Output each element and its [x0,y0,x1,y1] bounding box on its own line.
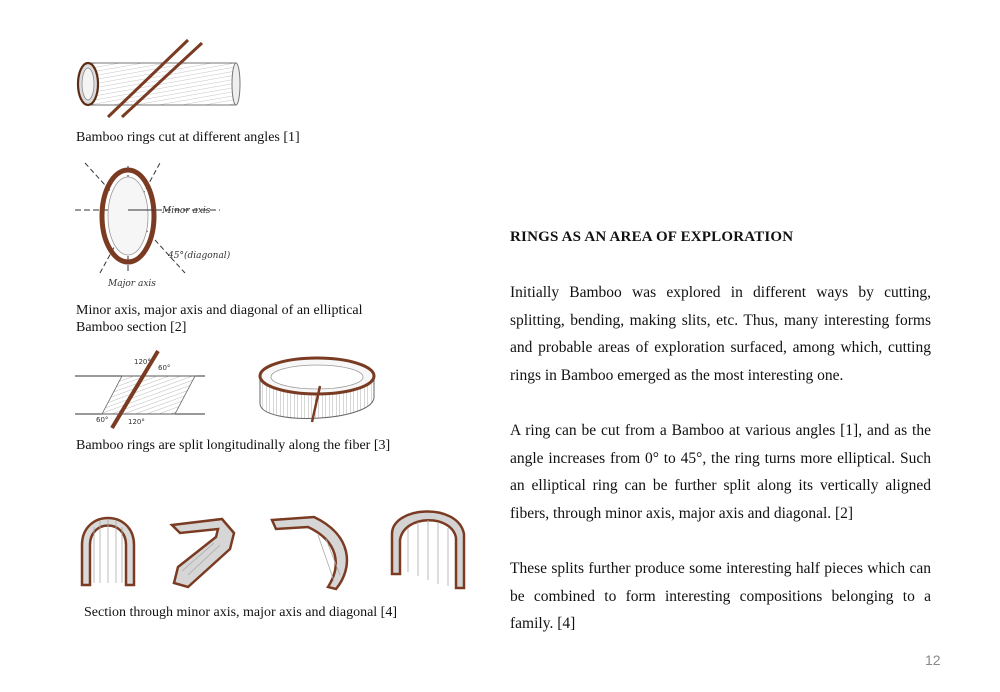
page-number: 12 [925,652,941,668]
paragraph-3: These splits further produce some interesting half pieces which can be combined to form interesting compositions belonging to a family. [4] [510,560,931,632]
angle-label-bottom-right: 120° [128,418,145,426]
ring-split-diagram [70,348,210,430]
bamboo-cylinder-sketch [70,35,250,120]
elliptical-section-sketch [70,158,240,293]
figure-2-caption [76,302,363,336]
split-ring-sketch [252,350,382,432]
half-piece-diagonal-sketch [262,505,362,595]
minor-axis-label: Minor axis [162,206,211,216]
diagonal-label: 45°(diagonal) [168,251,231,261]
major-axis-label: Major axis [108,279,156,289]
half-piece-minor-axis-sketch [70,505,150,595]
paragraph-2: A ring can be cut from a Bamboo at various angles [1], and as the angle increases from 0° to 45°, the ring turns more elliptical. Such an elliptical ring can be further split along its vertically aligned fibers, through minor axis, major axis and diagonal. [2] [510,422,931,522]
figure-2-caption-line-2: Bamboo section [2] [76,320,187,335]
figure-1-caption: Bamboo rings cut at different angles [1] [76,130,300,145]
angle-label-top-right: 60° [158,364,171,372]
angle-label-bottom-left: 60° [96,416,109,424]
paragraph-1: Initially Bamboo was explored in different ways by cutting, splitting, bending, making slits, etc. Thus, many interesting forms and probable areas of exploration surfaced, among which, cutting rings in Bamboo emerged as the most interesting one. [510,284,931,384]
half-piece-diagonal-alt-sketch [378,500,473,596]
section-heading: RINGS AS AN AREA OF EXPLORATION [510,229,794,245]
figure-4-caption: Section through minor axis, major axis and diagonal [4] [84,605,397,620]
figure-3-caption: Bamboo rings are split longitudinally along the fiber [3] [76,438,391,453]
half-piece-major-axis-sketch [152,505,242,595]
angle-label-top-left: 120° [134,358,151,366]
figure-2-caption-line-1: Minor axis, major axis and diagonal of an elliptical [76,303,363,318]
